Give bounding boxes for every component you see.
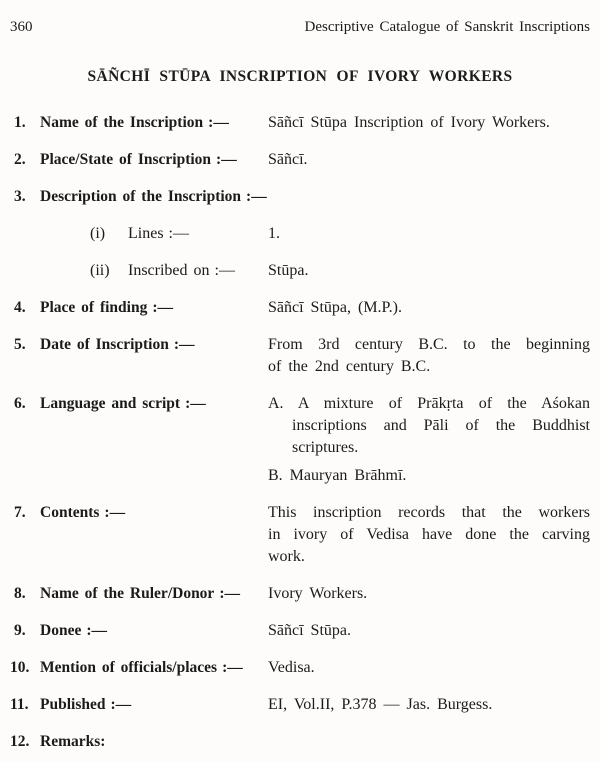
value-line: Ivory Workers. — [268, 585, 368, 602]
item-row — [10, 583, 590, 605]
value-line: A. A mixture of Prākṛta of the Aśokan — [268, 395, 590, 412]
item-number: (i) — [90, 225, 106, 242]
item-label-text: Date of Inscription — [40, 336, 169, 353]
value-line: Sāñcī Stūpa. — [268, 622, 351, 639]
item-label-text: Mention of officials/places — [40, 659, 218, 676]
item-number: 12. — [10, 733, 30, 750]
item-separator: :— — [246, 188, 267, 205]
item-label — [128, 260, 268, 282]
item-label — [40, 657, 268, 679]
item-label — [40, 393, 268, 415]
value-line: B. Mauryan Brāhmī. — [268, 467, 407, 484]
item-label — [40, 149, 268, 171]
item-row — [10, 149, 590, 171]
value-line: Sāñcī Stūpa, (M.P.). — [268, 299, 402, 316]
item-label — [40, 620, 268, 642]
value-line: EI, Vol.II, P.378 — Jas. Burgess. — [268, 696, 493, 713]
value-line: This inscription records that the workers — [268, 504, 590, 521]
item-label — [40, 731, 268, 753]
item-number: 6. — [14, 395, 26, 412]
value-line: From 3rd century B.C. to the beginning — [268, 336, 590, 353]
item-value — [268, 502, 590, 568]
value-line: Sāñcī Stūpa Inscription of Ivory Workers. — [268, 114, 550, 131]
item-label — [40, 334, 268, 356]
item-label-text: Description of the Inscription — [40, 188, 242, 205]
item-label — [40, 694, 268, 716]
value-line: 1. — [268, 225, 280, 242]
item-row — [10, 260, 590, 282]
item-separator: :— — [110, 696, 132, 713]
item-number: 8. — [14, 585, 26, 602]
value-line: work. — [268, 548, 305, 565]
value-paragraph — [268, 223, 590, 245]
item-label-text: Name of the Ruler/Donor — [40, 585, 215, 602]
item-value — [268, 657, 590, 679]
item-label — [40, 583, 268, 605]
value-line: Vedisa. — [268, 659, 315, 676]
item-number: 9. — [14, 622, 26, 639]
item-label-text: Language and script — [40, 395, 181, 412]
value-line: Stūpa. — [268, 262, 309, 279]
item-number: 1. — [14, 114, 26, 131]
item-separator: :— — [86, 622, 107, 639]
item-value — [268, 334, 590, 378]
item-value — [268, 694, 590, 716]
item-label — [128, 223, 268, 245]
item-value — [268, 149, 590, 171]
value-paragraph — [268, 393, 590, 459]
item-value — [268, 297, 590, 319]
catalogue-entries — [10, 112, 590, 753]
value-paragraph — [268, 694, 590, 716]
item-value — [268, 393, 590, 487]
item-label-text: Contents — [40, 504, 100, 521]
item-row — [10, 297, 590, 319]
item-separator: :— — [173, 336, 195, 353]
value-line: in ivory of Vedisa have done the carving — [268, 526, 590, 543]
item-value — [268, 583, 590, 605]
item-separator: :— — [214, 262, 235, 279]
value-paragraph — [268, 260, 590, 282]
item-separator: :— — [219, 585, 240, 602]
value-paragraph — [268, 149, 590, 171]
item-label — [40, 112, 268, 134]
value-paragraph — [268, 620, 590, 642]
item-row — [10, 731, 590, 753]
item-label-text: Name of the Inscription — [40, 114, 204, 131]
item-label-text: Donee — [40, 622, 82, 639]
value-line: Sāñcī. — [268, 151, 308, 168]
item-label-text: Published — [40, 696, 106, 713]
value-paragraph — [268, 502, 590, 568]
page-number: 360 — [10, 19, 33, 35]
item-row — [10, 694, 590, 716]
item-row — [10, 502, 590, 568]
item-separator: :— — [216, 151, 237, 168]
item-label-text: Place/State of Inscription — [40, 151, 212, 168]
value-paragraph — [268, 465, 590, 487]
value-paragraph — [268, 334, 590, 378]
running-head — [10, 16, 590, 38]
item-label — [40, 502, 268, 524]
item-value — [268, 620, 590, 642]
item-value — [268, 260, 590, 282]
item-label — [40, 186, 268, 208]
item-row — [10, 393, 590, 487]
item-label-text: Place of finding — [40, 299, 148, 316]
item-number: 4. — [14, 299, 26, 316]
item-value — [268, 112, 590, 134]
item-separator: :— — [185, 395, 206, 412]
item-separator: :— — [222, 659, 243, 676]
item-number: 11. — [10, 696, 29, 713]
item-separator: :— — [208, 114, 229, 131]
value-paragraph — [268, 583, 590, 605]
item-separator: :— — [152, 299, 174, 316]
value-paragraph — [268, 657, 590, 679]
running-header-text: Descriptive Catalogue of Sanskrit Inscriptions — [304, 19, 590, 35]
item-row — [10, 186, 590, 208]
item-label-text: Lines — [128, 225, 164, 242]
item-row — [10, 620, 590, 642]
item-number: 3. — [14, 188, 26, 205]
value-line: of the 2nd century B.C. — [268, 358, 431, 375]
item-number: 2. — [14, 151, 26, 168]
item-label-text: Remarks: — [40, 733, 106, 750]
item-number: 10. — [10, 659, 30, 676]
value-line: scriptures. — [292, 439, 359, 456]
item-separator: :— — [104, 504, 126, 521]
item-row — [10, 334, 590, 378]
value-paragraph — [268, 297, 590, 319]
item-value — [268, 223, 590, 245]
item-separator: :— — [168, 225, 189, 242]
value-line: inscriptions and Pāli of the Buddhist — [292, 417, 590, 434]
item-number: 5. — [14, 336, 26, 353]
item-label — [40, 297, 268, 319]
item-row — [10, 657, 590, 679]
value-paragraph — [268, 112, 590, 134]
page-title: SĀÑCHĪ STŪPA INSCRIPTION OF IVORY WORKERS — [87, 68, 513, 85]
item-number: 7. — [14, 504, 26, 521]
item-row — [10, 223, 590, 245]
item-row — [10, 112, 590, 134]
item-number: (ii) — [90, 262, 110, 279]
item-label-text: Inscribed on — [128, 262, 210, 279]
